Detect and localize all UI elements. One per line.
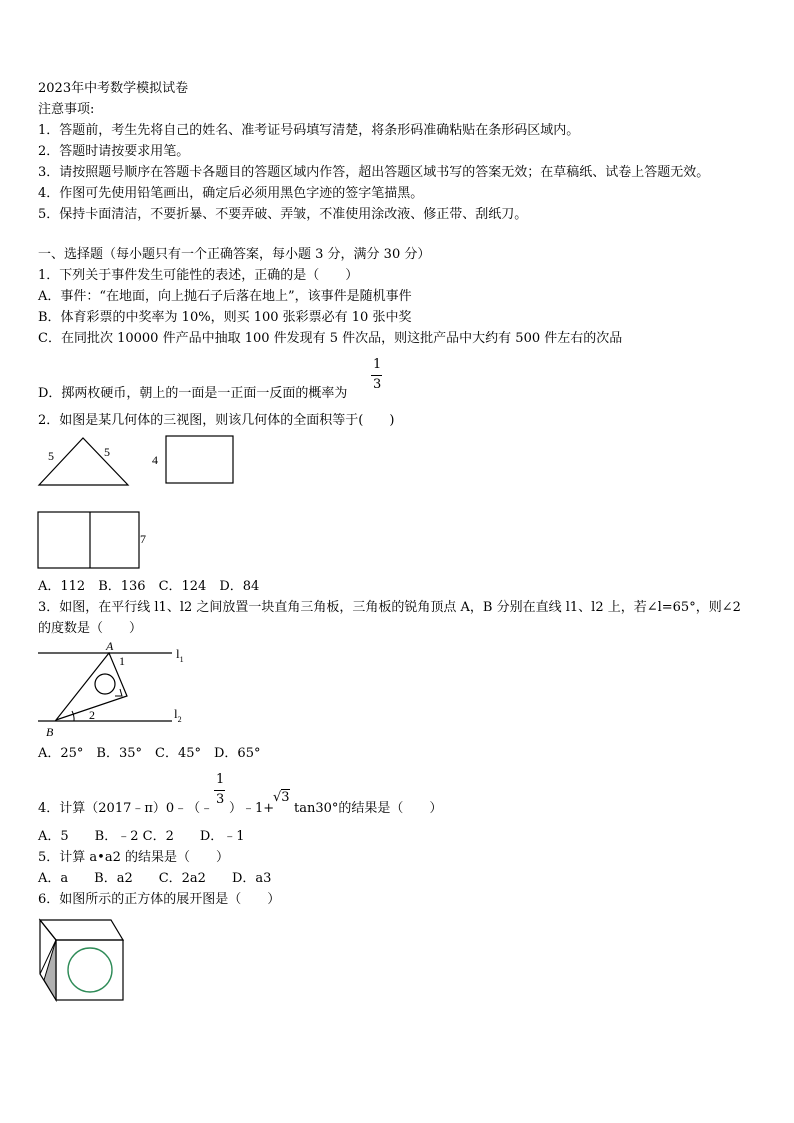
q6-cube-figure	[30, 912, 140, 1012]
q2-label-width: 7	[140, 532, 146, 546]
notice-item-5: 5．保持卡面清洁，不要折暴、不要弄破、弄皱，不准使用涂改液、修正带、刮纸刀。	[38, 207, 528, 222]
q4-expr-part3: tan30°的结果是（ ）	[294, 801, 443, 816]
q4-expr-part1: 4．计算（2017﹣π）0﹣（﹣	[38, 801, 214, 816]
q3-label-B: B	[46, 725, 54, 739]
q3-label-l1	[176, 646, 184, 664]
q5-stem: 5．计算 a•a2 的结果是（ ）	[38, 850, 229, 865]
notice-heading: 注意事项:	[38, 102, 95, 117]
q3-label-l1-letter: l	[176, 646, 180, 661]
q1-option-c: C．在同批次 10000 件产品中抽取 100 件发现有 5 件次品，则这批产品中大约有 500 件左右的次品	[38, 331, 623, 346]
q4-fraction-denominator: 3	[216, 792, 225, 807]
q1-option-d: D．掷两枚硬币，朝上的一面是一正面一反面的概率为	[38, 386, 348, 401]
q4-fraction	[213, 772, 227, 812]
q3-label-l2-sub: 2	[177, 715, 182, 724]
q2-label-right-side: 5	[104, 445, 110, 459]
q2-top-view-rect	[38, 512, 139, 568]
q5-options: A．a B．a2 C．2a2 D．a3	[38, 871, 272, 886]
q1-stem: 1．下列关于事件发生可能性的表述，正确的是（ ）	[38, 268, 359, 283]
q6-front-face-circle	[68, 948, 112, 992]
q1-fraction	[370, 357, 384, 397]
section-heading: 一、选择题（每小题只有一个正确答案，每小题 3 分，满分 30 分）	[38, 247, 431, 262]
page-title: 2023年中考数学模拟试卷	[38, 81, 189, 96]
q4-fraction-bar	[214, 790, 225, 791]
q3-angle-2-arc	[72, 711, 74, 721]
q6-cube-top-face	[40, 920, 123, 940]
notice-item-1: 1．答题前，考生先将自己的姓名、准考证号码填写清楚，将条形码准确粘贴在条形码区域内。	[38, 123, 580, 138]
q4-options: A．5 B．﹣2 C．2 D．﹣1	[38, 829, 245, 844]
q1-fraction-denominator: 3	[373, 377, 382, 392]
notice-item-4: 4．作图可先使用铅笔画出，确定后必须用黑色字迹的签字笔描黑。	[38, 186, 424, 201]
q4-sqrt: √3	[273, 790, 290, 805]
q3-label-l2-letter: l	[174, 706, 178, 721]
q2-stem: 2．如图是某几何体的三视图，则该几何体的全面积等于( )	[38, 413, 395, 428]
q2-three-views-figure	[30, 430, 160, 580]
q3-options: A．25° B．35° C．45° D．65°	[38, 746, 261, 761]
q3-label-angle-2: 2	[89, 708, 95, 722]
q3-stem-line1: 3．如图，在平行线 l1、l2 之间放置一块直角三角板，三角板的锐角顶点 A，B 分别在直线 l1、l2 上，若∠l=65°，则∠2	[38, 600, 741, 615]
q2-label-left-side: 5	[48, 449, 54, 463]
q3-label-l2	[174, 706, 182, 724]
q2-side-view-rect	[166, 436, 233, 483]
q3-right-angle-mark	[115, 689, 122, 696]
q6-cube-front-face	[56, 940, 123, 1000]
q2-options: A．112 B．136 C．124 D．84	[38, 579, 260, 594]
q4-fraction-numerator: 1	[216, 772, 225, 787]
notice-item-3: 3．请按照题号顺序在答题卡各题目的答题区域内作答，超出答题区域书写的答案无效；在草稿纸、试卷上答题无效。	[38, 165, 710, 180]
q2-label-height: 4	[152, 453, 158, 467]
q3-label-angle-1: 1	[119, 654, 125, 668]
q3-figure	[30, 636, 200, 741]
q1-option-b: B．体育彩票的中奖率为 10%，则买 100 张彩票必有 10 张中奖	[38, 310, 412, 325]
q3-label-l1-sub: 1	[179, 655, 184, 664]
q3-label-A: A	[106, 639, 114, 653]
notice-item-2: 2．答题时请按要求用笔。	[38, 144, 190, 159]
q1-fraction-numerator: 1	[373, 357, 382, 372]
q1-option-a: A．事件：“在地面，向上抛石子后落在地上”，该事件是随机事件	[38, 289, 412, 304]
q2-side-view-figure	[150, 430, 250, 490]
q6-stem: 6．如图所示的正方体的展开图是（ ）	[38, 892, 281, 907]
q3-set-square-hole	[95, 674, 115, 694]
q4-expr-part2: ）﹣1+	[229, 801, 275, 816]
q4-sqrt-argument: 3	[281, 790, 290, 805]
q3-stem-line2: 的度数是（ ）	[38, 621, 143, 636]
q1-fraction-bar	[371, 375, 382, 376]
